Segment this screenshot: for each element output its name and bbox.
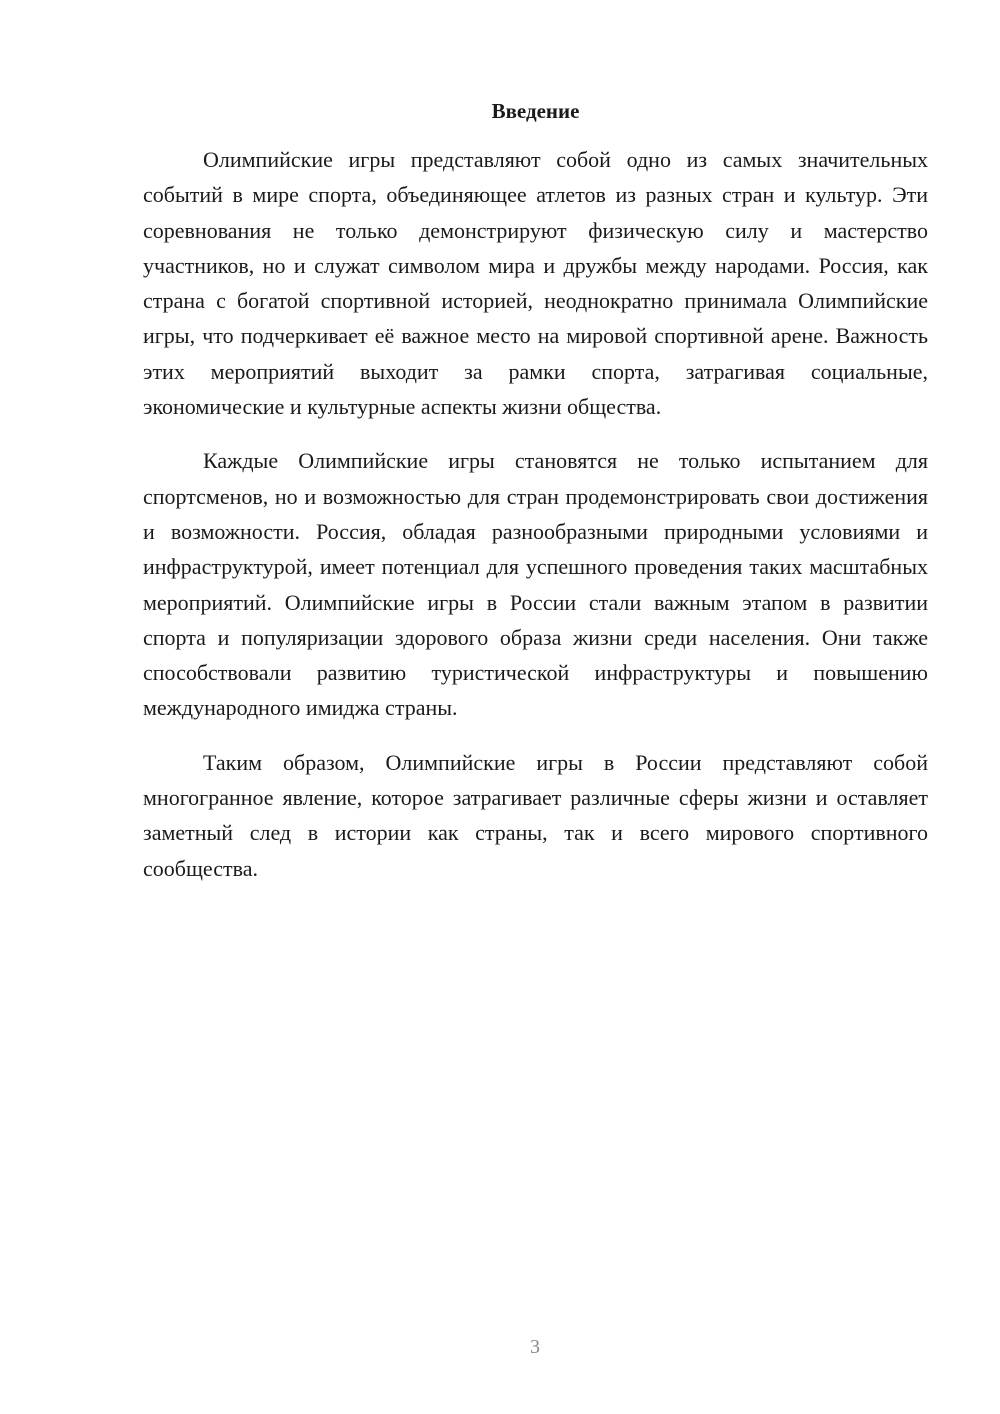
page-title: Введение bbox=[491, 99, 580, 123]
page-number: 3 bbox=[530, 1336, 540, 1358]
paragraph-3: Таким образом, Олимпийские игры в России представляют собой многогранное явление, которое затрагивает различные сферы жизни и оставляет заметный след в истории как страны, так и всего мирового спортивного сообщества. bbox=[143, 749, 928, 881]
paragraph-1: Олимпийские игры представляют собой одно из самых значительных событий в мире спорта, объединяющее атлетов из разных стран и культур. Эти соревнования не только демонстрируют физическую силу и мастерство участников, но и служат символом мира и дружбы между народами. Россия, как страна с богатой спортивной историей, неоднократно принимала Олимпийские игры, что подчеркивает её важное место на мировой спортивной арене. Важность этих мероприятий выходит за рамки спорта, затрагивая социальные, экономические и культурные аспекты жизни общества. bbox=[143, 147, 928, 420]
paragraph-2: Каждые Олимпийские игры становятся не только испытанием для спортсменов, но и возможностью для стран продемонстрировать свои достижения и возможности. Россия, обладая разнообразными природными условиями и инфраструктурой, имеет потенциал для успешного проведения таких масштабных мероприятий. Олимпийские игры в России стали важным этапом в развитии спорта и популяризации здорового образа жизни среди населения. Они также способствовали развитию туристической инфраструктуры и повышению международного имиджа страны. bbox=[143, 448, 928, 721]
body-text bbox=[143, 142, 928, 905]
